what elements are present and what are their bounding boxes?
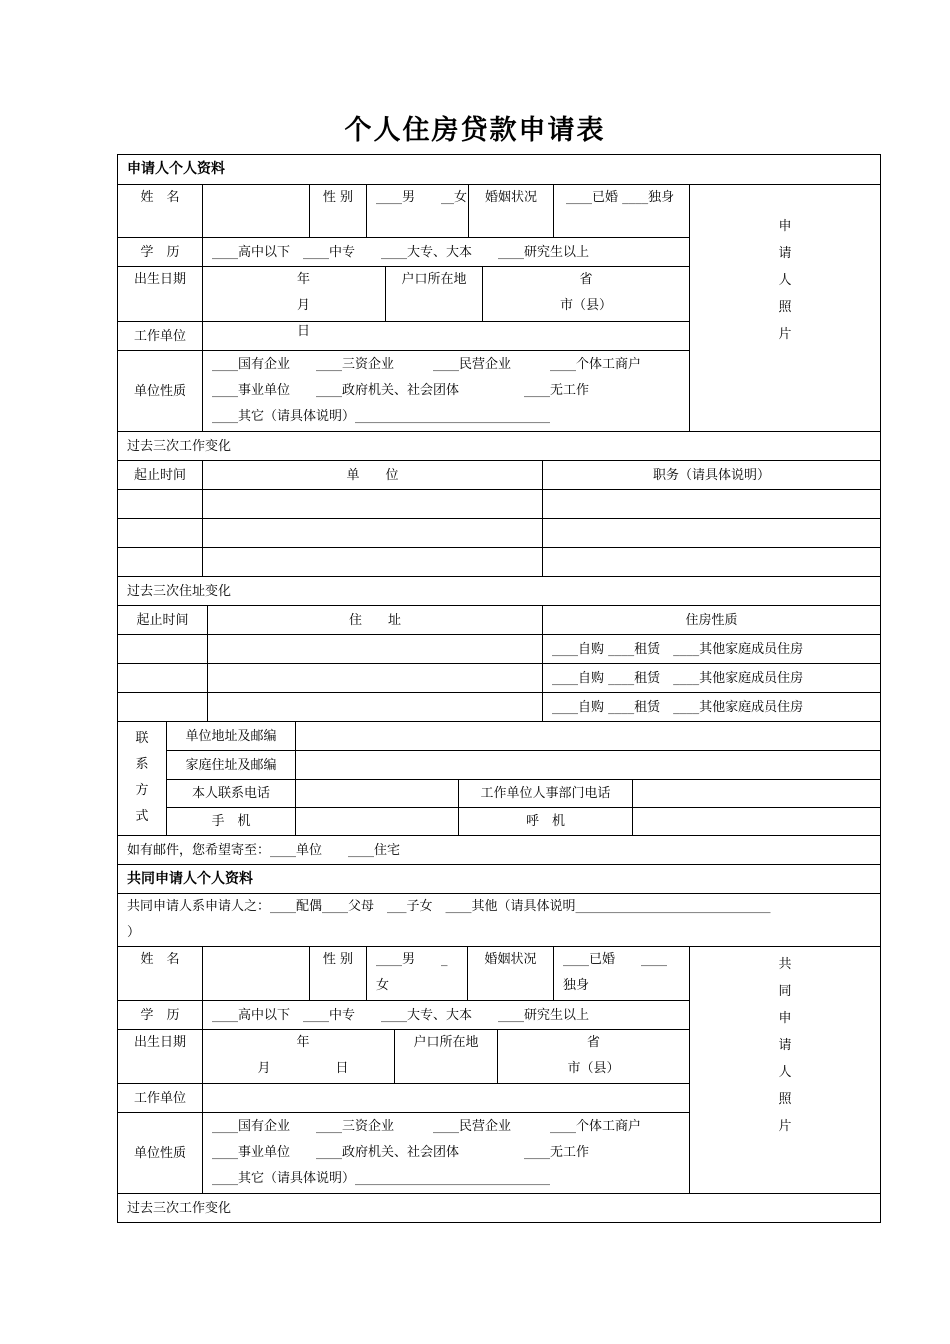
co-hukou-field[interactable]: 省 市（县） [497, 1029, 689, 1083]
applicant-section-title: 申请人个人资料 [127, 161, 225, 177]
hukou-field[interactable]: 省 市（县） [482, 266, 689, 321]
pager-label: 呼 机 [458, 807, 632, 835]
unit-nature-line-2: ____事业单位 ____政府机关、社会团体 ____无工作 [212, 383, 590, 398]
home-address-field[interactable] [295, 750, 880, 779]
job-col-time: 起止时间 [118, 460, 202, 489]
hr-phone-label: 工作单位人事部门电话 [458, 779, 632, 807]
co-employer-label: 工作单位 [118, 1083, 202, 1112]
unit-nature-line-1: ____国有企业 ____三资企业 ____民营企业 ____个体工商户 [212, 357, 642, 372]
co-unit-nature-line-2: ____事业单位 ____政府机关、社会团体 ____无工作 [212, 1145, 590, 1160]
co-unit-nature-line-1: ____国有企业 ____三资企业 ____民营企业 ____个体工商户 [212, 1119, 642, 1134]
address-row-2-time[interactable] [118, 663, 207, 692]
job-col-position: 职务（请具体说明） [542, 460, 880, 489]
phone-field[interactable] [295, 779, 458, 807]
work-address-field[interactable] [295, 721, 880, 750]
birth-date-label: 出生日期 [118, 266, 202, 321]
co-applicant-relation[interactable]: 共同申请人系申请人之：____配偶____父母 ___子女 ____其他（请具体说明______________________________ ） [118, 893, 880, 946]
co-birth-date-field[interactable] [202, 1029, 394, 1083]
address-col-nature: 住房性质 [542, 605, 880, 634]
address-row-3-address[interactable] [207, 692, 542, 721]
co-hukou-label: 户口所在地 [394, 1029, 497, 1083]
job-row-3-position[interactable] [542, 547, 880, 576]
co-unit-nature-options[interactable] [202, 1112, 689, 1193]
hukou-label: 户口所在地 [385, 266, 482, 321]
job-row-1-position[interactable] [542, 489, 880, 518]
co-marital-options[interactable]: ____已婚 ____ 独身 [553, 946, 689, 1000]
unit-nature-line-3: ____其它（请具体说明）______________________________ [212, 409, 551, 424]
co-unit-nature-line-3: ____其它（请具体说明）______________________________ [212, 1171, 551, 1186]
job-row-3-unit[interactable] [202, 547, 542, 576]
job-row-1-unit[interactable] [202, 489, 542, 518]
address-col-address: 住 址 [207, 605, 542, 634]
name-field[interactable] [202, 184, 309, 237]
co-gender-label: 性 别 [309, 946, 366, 1000]
employer-label: 工作单位 [118, 321, 202, 350]
unit-nature-options[interactable] [202, 350, 689, 431]
co-applicant-section-title: 共同申请人个人资料 [118, 864, 880, 893]
co-name-label: 姓 名 [118, 946, 202, 1000]
unit-nature-label: 单位性质 [118, 350, 202, 431]
co-education-label: 学 历 [118, 1000, 202, 1029]
mail-preference[interactable]: 如有邮件，您希望寄至：____单位 ____住宅 [118, 835, 880, 864]
co-job-history-title: 过去三次工作变化 [118, 1193, 880, 1222]
co-applicant-photo-box: 共 同 申 请 人 照 片 [689, 946, 880, 1193]
address-row-3-time[interactable] [118, 692, 207, 721]
hr-phone-field[interactable] [632, 779, 880, 807]
address-row-1-time[interactable] [118, 634, 207, 663]
address-row-2-address[interactable] [207, 663, 542, 692]
marital-options[interactable]: ____已婚 ____独身 [553, 184, 689, 237]
co-birth-date-label: 出生日期 [118, 1029, 202, 1083]
job-row-3-time[interactable] [118, 547, 202, 576]
co-name-field[interactable] [202, 946, 309, 1000]
co-employer-field[interactable] [202, 1083, 689, 1112]
co-marital-label: 婚姻状况 [467, 946, 553, 1000]
job-row-2-unit[interactable] [202, 518, 542, 547]
name-label: 姓 名 [118, 184, 202, 237]
marital-label: 婚姻状况 [468, 184, 553, 237]
co-unit-nature-label: 单位性质 [118, 1112, 202, 1193]
address-row-1-address[interactable] [207, 634, 542, 663]
address-col-time: 起止时间 [118, 605, 207, 634]
co-education-options[interactable]: ____高中以下 ____中专 ____大专、大本 ____研究生以上 [202, 1000, 689, 1029]
job-row-1-time[interactable] [118, 489, 202, 518]
gender-options[interactable]: ____男 __女 [366, 184, 468, 237]
employer-field[interactable] [202, 321, 689, 350]
mobile-field[interactable] [295, 807, 458, 835]
address-row-2-housing[interactable]: ____自购 ____租赁 ____其他家庭成员住房 [542, 663, 880, 692]
birth-date-value: 年 月 日 [297, 272, 311, 339]
loan-application-form [117, 154, 881, 1223]
co-gender-options[interactable]: ____男 _ 女 [366, 946, 467, 1000]
education-label: 学 历 [118, 237, 202, 266]
applicant-photo-box: 申 请 人 照 片 [689, 184, 880, 431]
home-address-label: 家庭住址及邮编 [166, 750, 295, 779]
job-history-title: 过去三次工作变化 [118, 431, 880, 460]
gender-label: 性 别 [309, 184, 366, 237]
job-row-2-position[interactable] [542, 518, 880, 547]
address-history-title: 过去三次住址变化 [118, 576, 880, 605]
mobile-label: 手 机 [166, 807, 295, 835]
work-address-label: 单位地址及邮编 [166, 721, 295, 750]
co-birth-date-value: 年 月 日 [257, 1035, 349, 1076]
phone-label: 本人联系电话 [166, 779, 295, 807]
address-row-1-housing[interactable]: ____自购 ____租赁 ____其他家庭成员住房 [542, 634, 880, 663]
pager-field[interactable] [632, 807, 880, 835]
job-col-unit: 单 位 [202, 460, 542, 489]
address-row-3-housing[interactable]: ____自购 ____租赁 ____其他家庭成员住房 [542, 692, 880, 721]
contact-side-label: 联 系 方 式 [118, 721, 166, 835]
job-row-2-time[interactable] [118, 518, 202, 547]
birth-date-field[interactable] [202, 266, 385, 339]
form-title: 个人住房贷款申请表 [344, 115, 606, 146]
education-options[interactable]: ____高中以下 ____中专 ____大专、大本 ____研究生以上 [202, 237, 689, 266]
